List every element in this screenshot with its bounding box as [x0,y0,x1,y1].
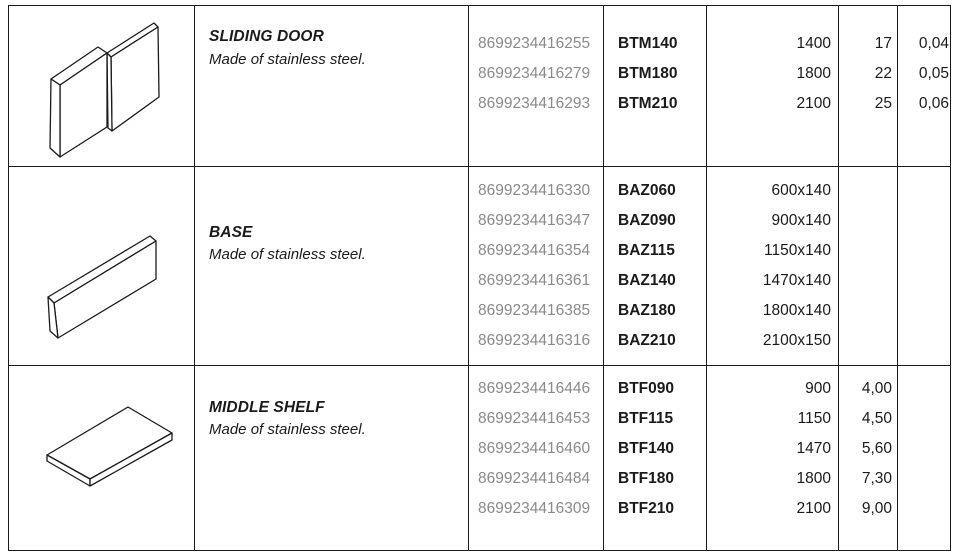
dimension: 900 [805,380,831,397]
weight-value: 4,00 [861,380,892,397]
volume-value: 0,06 [918,95,949,112]
product-code: BTF180 [618,470,674,487]
product-code: BAZ180 [618,302,676,319]
dimension: 1470 [796,440,831,457]
quantity-value: 25 [874,95,892,112]
barcode: 8699234416255 [478,35,591,52]
weight-value: 7,30 [861,470,892,487]
dimension: 1470x140 [762,272,831,289]
barcode: 8699234416453 [478,410,591,427]
barcode: 8699234416347 [478,212,591,229]
dimension: 1800x140 [762,302,831,319]
barcode: 8699234416385 [478,302,591,319]
table-border-bottom [8,550,951,551]
weight-value: 4,50 [861,410,892,427]
barcode: 8699234416279 [478,65,591,82]
barcode: 8699234416316 [478,332,591,349]
product-code: BAZ210 [618,332,676,349]
dimension: 1400 [796,35,831,52]
section-title: MIDDLE SHELF [209,399,325,416]
barcode: 8699234416446 [478,380,591,397]
weight-value: 9,00 [861,500,892,517]
volume-value: 0,05 [918,65,949,82]
dimension: 1800 [796,470,831,487]
dimension: 2100x150 [762,332,831,349]
product-code: BAZ090 [618,212,676,229]
dimension: 1150 [797,410,831,427]
barcode: 8699234416293 [478,95,591,112]
barcode: 8699234416309 [478,500,591,517]
product-code: BTF210 [618,500,674,517]
section-description: Made of stainless steel. [209,246,366,263]
quantity-value: 22 [874,65,892,82]
volume-value: 0,04 [918,35,949,52]
barcode: 8699234416361 [478,272,591,289]
middle-shelf-icon [10,395,194,495]
product-code: BTF140 [618,440,674,457]
barcode: 8699234416484 [478,470,591,487]
section-description: Made of stainless steel. [209,421,366,438]
section-title: SLIDING DOOR [209,28,324,45]
quantity-value: 17 [874,35,892,52]
product-code: BAZ140 [618,272,676,289]
barcode: 8699234416354 [478,242,591,259]
section-title: BASE [209,224,253,241]
barcode: 8699234416330 [478,182,591,199]
dimension: 600x140 [771,182,831,199]
product-code: BTF115 [618,410,674,427]
section-description: Made of stainless steel. [209,51,366,68]
dimension: 1150x140 [764,242,831,259]
dimension: 2100 [796,95,831,112]
product-code: BAZ115 [618,242,675,259]
weight-value: 5,60 [861,440,892,457]
product-code: BAZ060 [618,182,676,199]
dimension: 900x140 [771,212,831,229]
dimension: 1800 [796,65,831,82]
product-code: BTF090 [618,380,674,397]
product-code: BTM210 [618,95,678,112]
barcode: 8699234416460 [478,440,591,457]
product-code: BTM180 [618,65,678,82]
product-code: BTM140 [618,35,678,52]
dimension: 2100 [796,500,831,517]
